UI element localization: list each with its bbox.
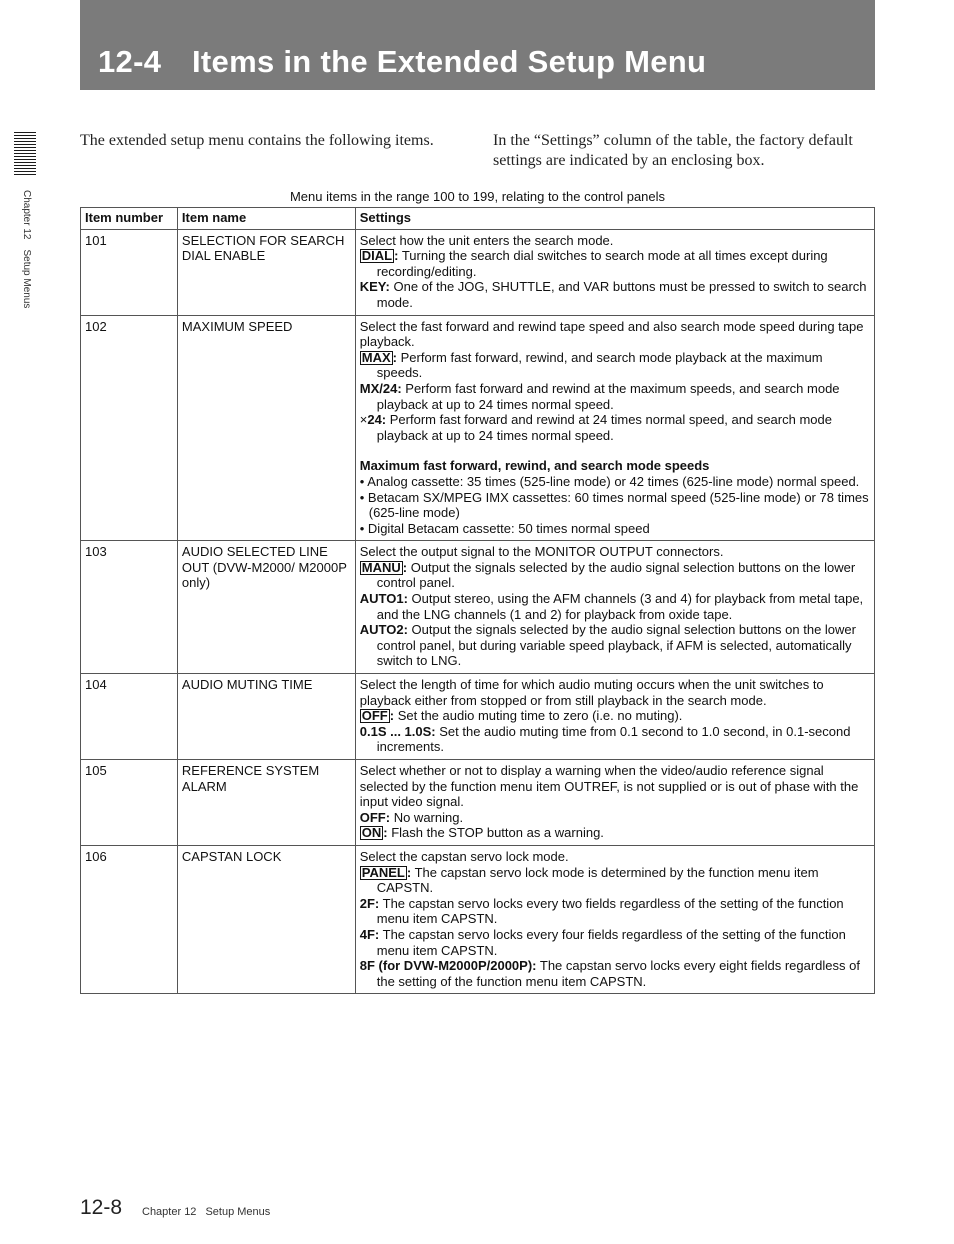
- option-text: Perform fast forward, rewind, and search mode playback at the maximum speeds.: [376, 349, 823, 381]
- default-option-key: OFF: [361, 708, 388, 724]
- option-text: Output stereo, using the AFM channels (3 and 4) for playback from metal tape, and the LNG channels (1 and 2) for playback from oxide tape.: [376, 591, 864, 622]
- option-text: The capstan servo locks every four fields regardless of the setting of the function menu item CAPSTN.: [376, 926, 846, 958]
- table-row: [81, 674, 875, 760]
- default-option-key: MANU: [361, 559, 401, 575]
- setting-option: [360, 724, 870, 755]
- intro-left-paragraph: The extended setup menu contains the following items.: [80, 132, 434, 149]
- setting-option: [360, 381, 870, 412]
- option-key: 4F:: [359, 926, 380, 942]
- item-number: 102: [81, 315, 178, 541]
- setting-option: [360, 896, 870, 927]
- setting-description: Select how the unit enters the search mode.: [359, 232, 614, 248]
- side-chapter-label: [21, 190, 32, 308]
- table-row: [81, 760, 875, 846]
- item-name: AUDIO SELECTED LINE OUT (DVW-M2000/ M2000P only): [177, 541, 355, 674]
- header-bar: [80, 0, 875, 90]
- setting-option: DIAL : Turning the search dial switches to search mode at all times except during recording/editing.: [361, 248, 828, 279]
- bullet-text: Analog cassette: 35 times (525-line mode) or 42 times (625-line mode) normal speed.: [367, 473, 860, 489]
- item-settings: [355, 674, 874, 760]
- setting-option: [360, 279, 870, 310]
- option-key: 24:: [367, 412, 387, 428]
- item-name: SELECTION FOR SEARCH DIAL ENABLE: [177, 229, 355, 315]
- item-number: 103: [81, 541, 178, 674]
- default-option-key: ON: [361, 825, 382, 841]
- chapter-tab-marker: [14, 132, 36, 176]
- option-key: KEY:: [359, 279, 390, 295]
- option-text: Perform fast forward and rewind at the maximum speeds, and search mode playback at up to 24 times normal speed.: [376, 380, 840, 412]
- item-name: AUDIO MUTING TIME: [177, 674, 355, 760]
- bullet-text: Betacam SX/MPEG IMX cassettes: 60 times normal speed (525-line mode) or 78 times (625-line mode): [367, 489, 869, 521]
- footer-section: Setup Menus: [205, 1206, 271, 1218]
- option-key: 8F (for DVW-M2000P/2000P):: [359, 958, 537, 974]
- setting-option: [360, 622, 870, 669]
- option-text: The capstan servo locks every eight fields regardless of the setting of the function menu item CAPSTN.: [376, 958, 860, 989]
- page-title: [98, 44, 706, 80]
- setting-option: [360, 958, 870, 989]
- option-text: The capstan servo locks every two fields regardless of the setting of the function menu item CAPSTN.: [376, 895, 844, 927]
- section-title: Items in the Extended Setup Menu: [192, 44, 707, 79]
- bullet-item: • Digital Betacam cassette: 50 times normal speed: [359, 520, 650, 536]
- item-number: 105: [81, 760, 178, 846]
- option-text: Turning the search dial switches to search mode at all times except during recording/editing.: [376, 248, 828, 279]
- setting-description: Select the output signal to the MONITOR OUTPUT connectors.: [359, 544, 724, 560]
- footer-chapter: Chapter 12: [142, 1206, 197, 1218]
- setting-option: [360, 591, 870, 622]
- option-key: AUTO1:: [359, 591, 408, 607]
- table-caption: Menu items in the range 100 to 199, relating to the control panels: [289, 189, 666, 204]
- table-row: [81, 845, 875, 993]
- column-header-settings: Settings: [355, 208, 874, 230]
- column-header-item-name: Item name: [177, 208, 355, 230]
- setting-description: Select whether or not to display a warning when the video/audio reference signal selected by the function menu item OUTREF, is not supplied or is out of phase with the input video signal.: [359, 763, 859, 810]
- option-text: Flash the STOP button as a warning.: [391, 825, 604, 841]
- setting-option: [360, 927, 870, 958]
- setting-description: Select the capstan servo lock mode.: [359, 848, 569, 864]
- settings-subheading: Maximum fast forward, rewind, and search mode speeds: [359, 458, 710, 474]
- setting-option: OFF : Set the audio muting time to zero (i.e. no muting).: [361, 708, 683, 724]
- column-header-item-number: Item number: [81, 208, 178, 230]
- default-option-key: DIAL: [361, 248, 393, 264]
- footer-chapter-label: [142, 1206, 270, 1218]
- table-header-row: [81, 208, 875, 230]
- option-text: The capstan servo lock mode is determined by the function menu item CAPSTN.: [376, 864, 819, 896]
- section-number: 12-4: [98, 44, 162, 79]
- table-row: [81, 315, 875, 541]
- setting-option: ON : Flash the STOP button as a warning.: [361, 825, 604, 841]
- setting-option: MAX : Perform fast forward, rewind, and search mode playback at the maximum speeds.: [361, 349, 823, 381]
- intro-right-paragraph: In the “Settings” column of the table, the factory default settings are indicated by an enclosing box.: [493, 132, 853, 169]
- option-key: MX/24:: [359, 380, 402, 396]
- setting-option: MANU : Output the signals selected by the audio signal selection buttons on the lower control panel.: [361, 559, 856, 591]
- option-text: One of the JOG, SHUTTLE, and VAR buttons must be pressed to switch to search mode.: [376, 279, 867, 310]
- bullet-text: Digital Betacam cassette: 50 times normal speed: [367, 520, 650, 536]
- option-key: 0.1S ... 1.0S:: [359, 723, 436, 739]
- item-settings: [355, 845, 874, 993]
- option-text: Set the audio muting time to zero (i.e. no muting).: [397, 708, 683, 724]
- item-settings: [355, 760, 874, 846]
- menu-items-table: [80, 207, 875, 994]
- table-row: [81, 541, 875, 674]
- option-text: Perform fast forward and rewind at 24 times normal speed, and search mode playback at up to 24 times normal speed.: [376, 412, 832, 443]
- item-name: CAPSTAN LOCK: [177, 845, 355, 993]
- option-text: No warning.: [393, 809, 464, 825]
- item-number: 101: [81, 229, 178, 315]
- item-number: 104: [81, 674, 178, 760]
- option-text: Output the signals selected by the audio signal selection buttons on the lower control panel.: [376, 559, 856, 591]
- default-option-key: MAX: [361, 349, 391, 365]
- item-name: MAXIMUM SPEED: [177, 315, 355, 541]
- table-row: [81, 229, 875, 315]
- setting-description: Select the fast forward and rewind tape speed and also search mode speed during tape playback.: [359, 318, 864, 350]
- bullet-item: • Betacam SX/MPEG IMX cassettes: 60 times normal speed (525-line mode) or 78 times (625-line mode): [359, 489, 869, 521]
- page-number: 12-8: [80, 1196, 123, 1219]
- option-text: Set the audio muting time from 0.1 second to 1.0 second, in 0.1-second increments.: [376, 723, 851, 755]
- option-key: 2F:: [359, 895, 380, 911]
- option-text: Output the signals selected by the audio signal selection buttons on the lower control panel, but during variable speed playback, if AFM is selected, automatically switch to LNG.: [376, 622, 856, 669]
- item-settings: [355, 315, 874, 541]
- side-section: Setup Menus: [21, 249, 32, 309]
- bullet-item: • Analog cassette: 35 times (525-line mode) or 42 times (625-line mode) normal speed.: [359, 473, 860, 489]
- times-symbol: ×: [359, 412, 368, 428]
- default-option-key: PANEL: [361, 864, 405, 880]
- setting-option: [360, 412, 870, 443]
- setting-option: PANEL : The capstan servo lock mode is determined by the function menu item CAPSTN.: [361, 864, 819, 896]
- setting-option: [360, 810, 870, 826]
- item-number: 106: [81, 845, 178, 993]
- item-settings: [355, 229, 874, 315]
- side-chapter: Chapter 12: [21, 190, 32, 240]
- option-key: OFF:: [359, 809, 391, 825]
- setting-description: Select the length of time for which audio muting occurs when the unit switches to playback either from stopped or from still playback in the search mode.: [359, 677, 824, 708]
- option-key: AUTO2:: [359, 622, 408, 638]
- item-name: REFERENCE SYSTEM ALARM: [177, 760, 355, 846]
- item-settings: [355, 541, 874, 674]
